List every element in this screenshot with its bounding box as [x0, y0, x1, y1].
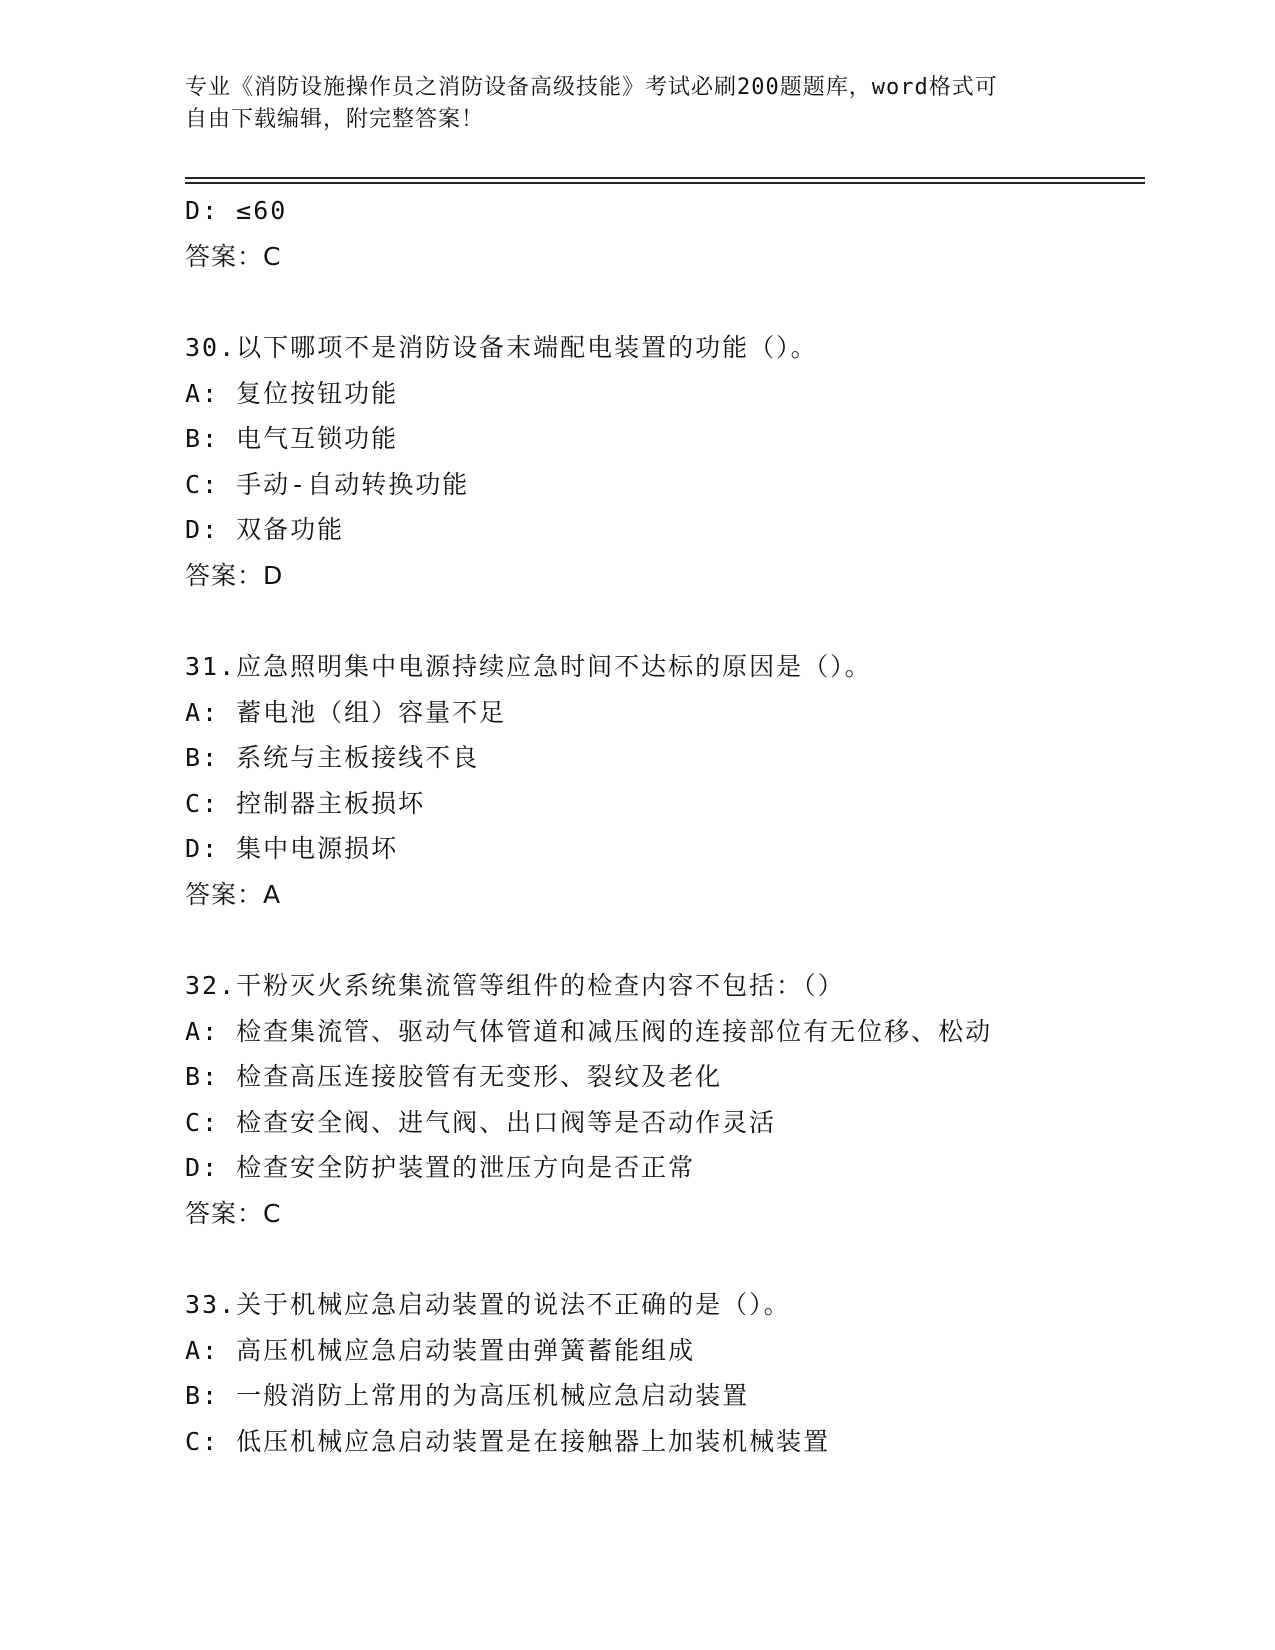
question-stem: 33.关于机械应急启动装置的说法不正确的是（）。	[185, 1290, 791, 1319]
option-b: B: 一般消防上常用的为高压机械应急启动装置	[185, 1381, 750, 1410]
question-33	[185, 1282, 1145, 1464]
option-c: C: 手动-自动转换功能	[185, 469, 470, 499]
option-b: B: 系统与主板接线不良	[185, 743, 480, 772]
option-d: D: 检查安全防护装置的泄压方向是否正常	[185, 1153, 696, 1182]
answer: 答案：A	[185, 879, 282, 909]
question-30	[185, 325, 1145, 598]
question-stem: 30.以下哪项不是消防设备末端配电装置的功能（）。	[185, 333, 818, 362]
option-d: D: 集中电源损坏	[185, 834, 399, 863]
answer: 答案：C	[185, 1198, 282, 1228]
prev-answer: 答案：C	[185, 241, 282, 271]
question-list	[185, 188, 1145, 1464]
header-divider-top	[185, 177, 1145, 179]
header-line-1: 专业《消防设施操作员之消防设备高级技能》考试必刷200题题库，word格式可	[185, 75, 998, 100]
question-32	[185, 963, 1145, 1236]
document-header	[185, 72, 1065, 136]
option-a: A: 复位按钮功能	[185, 378, 399, 408]
header-divider-bottom	[185, 182, 1145, 184]
option-d: D: 双备功能	[185, 515, 345, 544]
header-line-2: 自由下载编辑，附完整答案！	[185, 107, 485, 132]
option-c: C: 检查安全阀、进气阀、出口阀等是否动作灵活	[185, 1107, 777, 1137]
option-c: C: 低压机械应急启动装置是在接触器上加装机械装置	[185, 1426, 831, 1456]
option-c: C: 控制器主板损坏	[185, 788, 426, 818]
option-a: A: 高压机械应急启动装置由弹簧蓄能组成	[185, 1335, 696, 1365]
question-31	[185, 644, 1145, 917]
option-b: B: 电气互锁功能	[185, 424, 399, 453]
question-stem: 32.干粉灭火系统集流管等组件的检查内容不包括：（）	[185, 971, 845, 1000]
prev-option-d: D: ≤60	[185, 196, 288, 225]
option-b: B: 检查高压连接胶管有无变形、裂纹及老化	[185, 1062, 723, 1091]
question-stem: 31.应急照明集中电源持续应急时间不达标的原因是（）。	[185, 652, 872, 681]
option-a: A: 检查集流管、驱动气体管道和减压阀的连接部位有无位移、松动	[185, 1016, 993, 1046]
option-a: A: 蓄电池（组）容量不足	[185, 697, 507, 727]
answer: 答案：D	[185, 560, 284, 590]
